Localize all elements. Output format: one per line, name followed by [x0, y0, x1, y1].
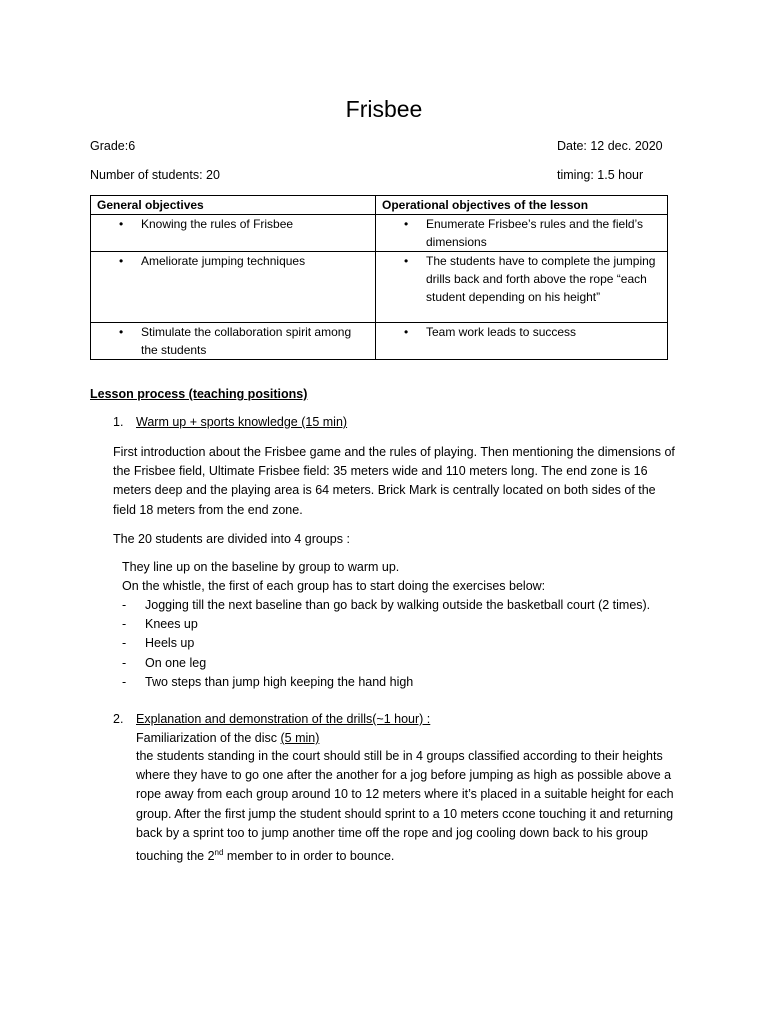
table-row	[91, 215, 668, 252]
dash-marker: -	[122, 617, 127, 632]
table-row	[91, 323, 668, 360]
page-title: Frisbee	[345, 96, 423, 122]
step-1-paragraph: First introduction about the Frisbee game and the rules of playing. Then mentioning the dimensions of the Frisbee field, Ultimate Frisbee field: 35 meters wide and 110 meters long. The end zone is 16 meters deep and the playing area is 64 meters. Brick Mark is centrally located on both sides of the field 18 meters from the end zone.	[113, 445, 675, 517]
exercise-text: Jogging till the next baseline than go back by walking outside the basketball court (2 times).	[145, 598, 651, 612]
list-item	[122, 596, 682, 615]
list-item: • Enumerate Frisbee’s rules and the field’s dimensions	[382, 215, 661, 251]
exercise-text: Two steps than jump high keeping the hand high	[145, 674, 414, 689]
dash-marker: -	[122, 674, 127, 689]
list-item	[122, 615, 682, 634]
table-cell	[91, 323, 376, 360]
table-cell	[91, 252, 376, 323]
step-1-line-2: On the whistle, the first of each group has to start doing the exercises below:	[122, 579, 546, 593]
step-2-title: Explanation and demonstration of the drills(~1 hour) :	[136, 712, 431, 726]
list-item: • Ameliorate jumping techniques	[97, 252, 369, 270]
dash-marker: -	[122, 655, 127, 670]
list-item: • Knowing the rules of Frisbee	[97, 215, 369, 233]
table-cell	[376, 215, 668, 252]
lesson-heading: Lesson process (teaching positions)	[90, 387, 308, 401]
step-2-sub-label: Familiarization of the disc	[136, 731, 281, 745]
header-general-objectives: General objectives	[91, 196, 376, 215]
students-label: Number of students: 20	[90, 168, 220, 182]
table-cell	[91, 215, 376, 252]
list-item	[122, 673, 682, 692]
dash-marker: -	[122, 636, 127, 651]
step-1-number: 1.	[113, 415, 124, 429]
grade-label: Grade:6	[90, 139, 136, 153]
list-item	[122, 634, 682, 653]
step-2-paragraph	[136, 747, 684, 866]
date-label: Date: 12 dec. 2020	[557, 139, 663, 153]
dash-marker: -	[122, 598, 127, 612]
header-operational-objectives: Operational objectives of the lesson	[376, 196, 668, 215]
list-item: • The students have to complete the jumping drills back and forth above the rope “each student depending on his height”	[382, 252, 661, 306]
step-1-line-1: They line up on the baseline by group to warm up.	[122, 560, 400, 574]
list-item: • Team work leads to success	[382, 323, 661, 341]
timing-label: timing: 1.5 hour	[557, 168, 644, 182]
exercise-text: On one leg	[145, 655, 207, 670]
table-cell	[376, 323, 668, 360]
exercise-text: Knees up	[145, 617, 198, 632]
table-cell	[376, 252, 668, 323]
step-2-sub-time: (5 min)	[280, 731, 320, 745]
objectives-table	[90, 195, 668, 360]
table-header-row	[91, 196, 668, 215]
step-1-groups-text: The 20 students are divided into 4 groups :	[113, 532, 350, 546]
table-row	[91, 252, 668, 323]
exercise-text: Heels up	[145, 636, 195, 651]
list-item	[122, 654, 682, 673]
step-2-subheading	[136, 729, 319, 748]
step-2-number: 2.	[113, 712, 124, 726]
step-2-tail-text: member to in order to bounce.	[223, 849, 395, 864]
step-2-main-text: the students standing in the court should still be in 4 groups classified according to their heights where they have to go one after the another for a jog before jumping as high as possible above a rope away from each group around 10 to 12 meters where it’s placed in a suitable height for each group. After the first jump the student should sprint to a 10 meters ccone touching it and returning back by a sprint too to jump another time off the rope and jog cooling down back to his group touching the 2	[136, 749, 674, 864]
list-item: • Stimulate the collaboration spirit among the students	[97, 323, 369, 359]
step-1-title: Warm up + sports knowledge (15 min)	[136, 415, 348, 429]
exercise-list	[122, 596, 682, 692]
ordinal-suffix: nd	[214, 848, 224, 858]
